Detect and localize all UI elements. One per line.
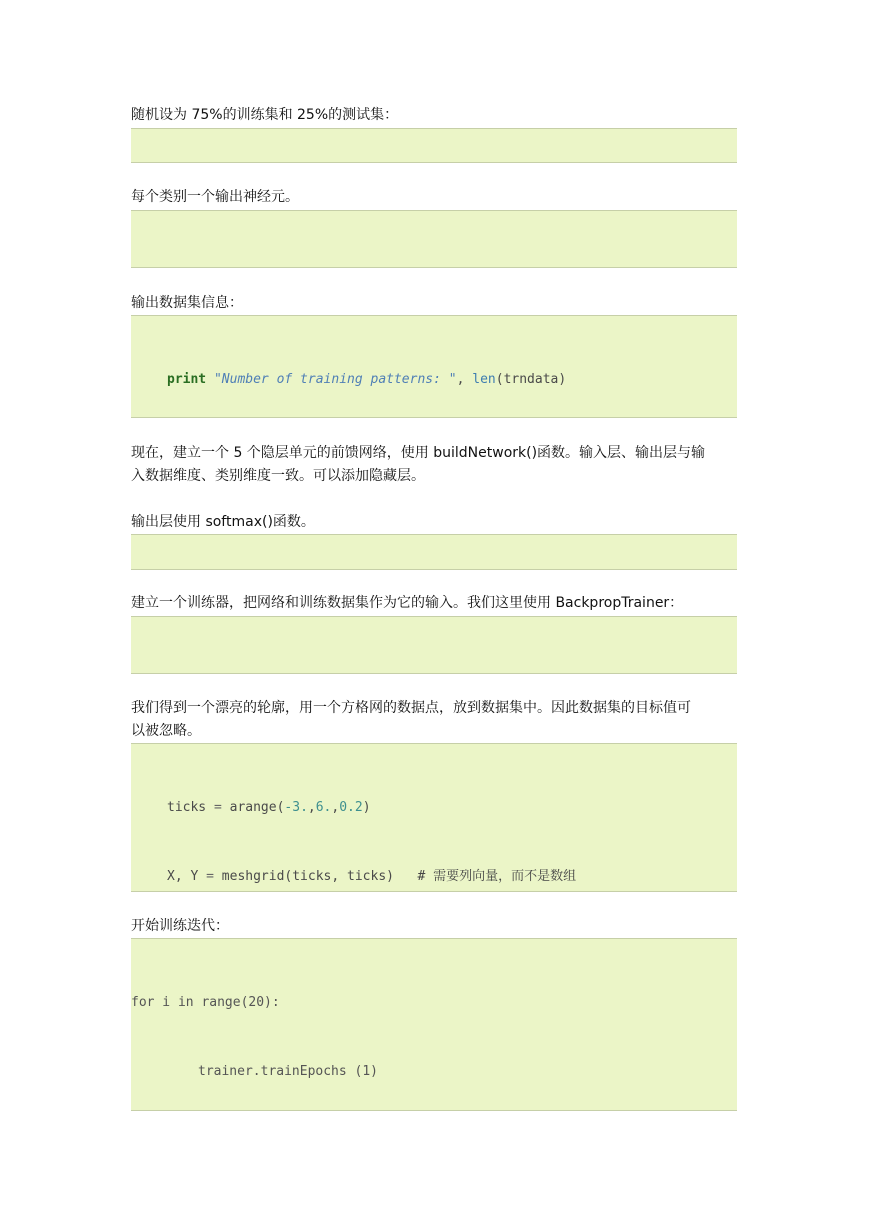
code-block-train-loop: [131, 938, 737, 1111]
code-block-split: [131, 128, 737, 163]
paragraph-print-intro: 输出数据集信息：: [131, 295, 243, 311]
paragraph-network-intro-1: 现在，建立一个 5 个隐层单元的前馈网络，使用 buildNetwork()函数。输入层、输出层与输: [131, 445, 706, 461]
paragraph-network-intro-2: 入数据维度、类别维度一致。可以添加隐藏层。: [131, 468, 425, 484]
code-line: print "Number of training patterns: ", len(trndata): [167, 372, 567, 387]
code-block-trainer: [131, 616, 737, 674]
code-line: trainer.trainEpochs (1): [198, 1064, 379, 1079]
code-line: [131, 262, 737, 268]
paragraph-softmax-intro: 输出层使用 softmax()函数。: [131, 514, 315, 530]
paragraph-split-intro: 随机设为 75%的训练集和 25%的测试集：: [131, 107, 399, 123]
code-block-grid: [131, 743, 737, 892]
code-line: [131, 668, 737, 674]
code-block-onehot: [131, 210, 737, 268]
paragraph-onehot-intro: 每个类别一个输出神经元。: [131, 189, 299, 205]
paragraph-train-loop-intro: 开始训练迭代：: [131, 918, 229, 934]
code-block-print: [131, 315, 737, 418]
code-line: X, Y = meshgrid(ticks, ticks) # 需要列向量，而不是数组: [167, 869, 577, 884]
paragraph-trainer-intro: 建立一个训练器，把网络和训练数据集作为它的输入。我们这里使用 BackpropTrainer：: [131, 595, 684, 611]
code-block-fnn: [131, 534, 737, 570]
paragraph-grid-intro-2: 以被忽略。: [131, 723, 201, 739]
code-line: for i in range(20):: [131, 995, 280, 1010]
code-line: ticks = arange(-3.,6.,0.2): [167, 800, 371, 815]
paragraph-grid-intro-1: 我们得到一个漂亮的轮廓，用一个方格网的数据点，放到数据集中。因此数据集的目标值可: [131, 700, 691, 716]
